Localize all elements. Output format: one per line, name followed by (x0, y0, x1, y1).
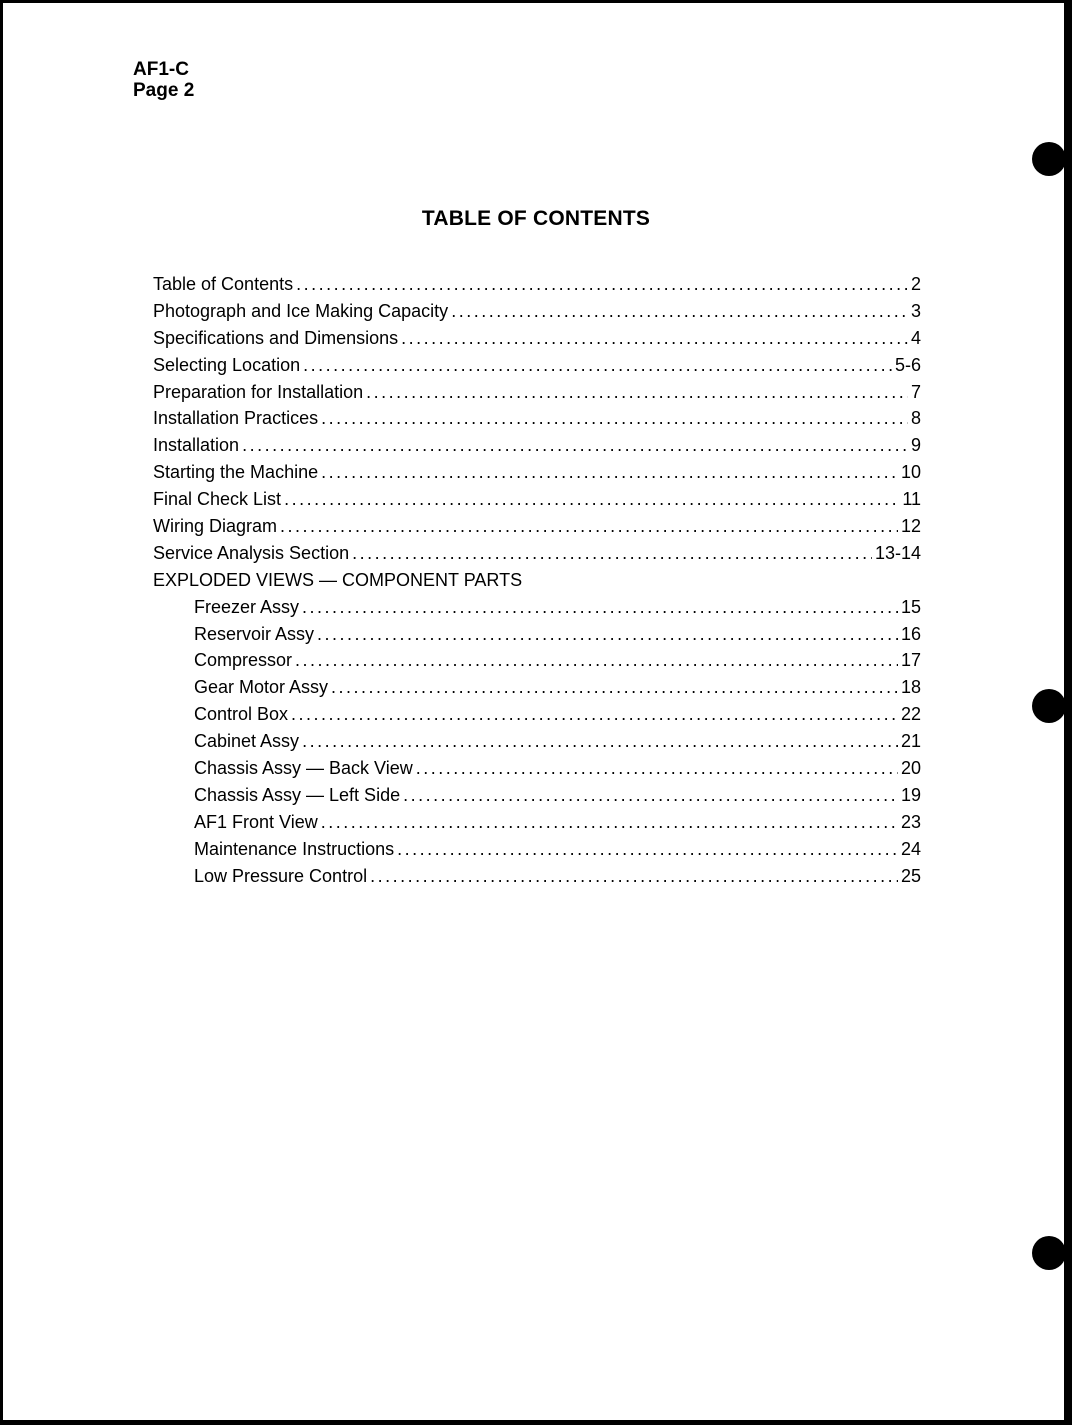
toc-entry-page: 10 (900, 462, 921, 483)
dot-leader (401, 325, 908, 352)
toc-entry-page: 22 (900, 704, 921, 725)
toc-entry (153, 782, 921, 809)
dot-leader (303, 352, 892, 379)
toc-entry-label: Starting the Machine (153, 462, 319, 483)
toc-entry-label: Specifications and Dimensions (153, 327, 399, 348)
toc-entry-page: 24 (900, 838, 921, 859)
toc-entry-page: 16 (900, 623, 921, 644)
toc-entry (153, 674, 921, 701)
dot-leader (296, 271, 908, 298)
toc-entry (153, 594, 921, 621)
dot-leader (317, 621, 898, 648)
toc-entry (153, 513, 921, 540)
dot-leader (352, 540, 872, 567)
dot-leader (295, 647, 898, 674)
toc-entry-page: 13-14 (874, 542, 921, 563)
toc-entry-page: 7 (910, 381, 921, 402)
toc-entry-label: Selecting Location (153, 354, 301, 375)
toc-entry-label: Maintenance Instructions (194, 838, 395, 859)
toc-entry (153, 486, 921, 513)
toc-entry-page: 17 (900, 650, 921, 671)
toc-entry-page: 8 (910, 408, 921, 429)
toc-entry-page: 2 (910, 274, 921, 294)
toc-entry-label: Installation (153, 435, 240, 456)
toc-entry (153, 298, 921, 325)
dot-leader (416, 755, 898, 782)
toc-entry (153, 728, 921, 755)
toc-entry-label: Photograph and Ice Making Capacity (153, 300, 449, 321)
toc-entry (153, 432, 921, 459)
toc-entry-label: Chassis Assy — Back View (194, 758, 413, 779)
toc-entry-page: 12 (900, 516, 921, 537)
dot-leader (321, 459, 898, 486)
toc-main-list (153, 271, 921, 567)
toc-entry-label: Table of Contents (153, 274, 294, 294)
toc-entry-page: 3 (910, 300, 921, 321)
dot-leader (302, 728, 898, 755)
toc-entry-page: 20 (900, 758, 921, 779)
toc-entry (153, 621, 921, 648)
toc-entry-label: Preparation for Installation (153, 381, 364, 402)
toc-entry-page: 5-6 (894, 354, 921, 375)
toc-entry-page: 4 (910, 327, 921, 348)
toc-entry-page: 21 (900, 731, 921, 752)
exploded-views-heading: EXPLODED VIEWS — COMPONENT PARTS (153, 569, 523, 590)
dot-leader (451, 298, 908, 325)
toc-entry-label: Wiring Diagram (153, 516, 278, 537)
toc-entry-page: 19 (900, 784, 921, 805)
toc-entry-label: Control Box (194, 704, 289, 725)
toc-entry-page: 15 (900, 596, 921, 617)
page-header (133, 59, 194, 101)
toc-entry-page: 18 (900, 677, 921, 698)
dot-leader (331, 674, 898, 701)
toc-entry (153, 809, 921, 836)
toc-entry-label: Freezer Assy (194, 596, 300, 617)
toc-exploded-list (153, 594, 921, 890)
toc-entry (153, 836, 921, 863)
dot-leader (321, 809, 898, 836)
toc-entry (153, 405, 921, 432)
toc-entry (153, 271, 921, 298)
dot-leader (403, 782, 898, 809)
toc-entry (153, 325, 921, 352)
dot-leader (397, 836, 898, 863)
page-title: TABLE OF CONTENTS (421, 207, 651, 230)
toc-entry-label: Cabinet Assy (194, 731, 300, 752)
toc-entry-label: Low Pressure Control (194, 865, 368, 886)
toc-entry-label: Installation Practices (153, 408, 319, 429)
toc-entry-page: 25 (900, 865, 921, 886)
dot-leader (302, 594, 898, 621)
toc-entry (153, 459, 921, 486)
toc-entry-label: Compressor (194, 650, 293, 671)
document-code: AF1-C (133, 59, 189, 80)
dot-leader (321, 405, 908, 432)
toc-entry-label: AF1 Front View (194, 811, 318, 832)
toc-entry-page: 11 (902, 489, 921, 510)
page-number: Page 2 (133, 80, 195, 101)
binder-hole-top (1032, 142, 1066, 176)
toc-entry (153, 379, 921, 406)
toc-entry (153, 540, 921, 567)
dot-leader (242, 432, 908, 459)
toc-entry-label: Chassis Assy — Left Side (194, 784, 401, 805)
toc-entry-page: 9 (910, 435, 921, 456)
toc-entry-page: 23 (900, 811, 921, 832)
toc-entry (153, 755, 921, 782)
binder-hole-bottom (1032, 1236, 1066, 1270)
dot-leader (366, 379, 908, 406)
dot-leader (370, 863, 898, 890)
toc-entry (153, 863, 921, 890)
toc-entry-label: Gear Motor Assy (194, 677, 329, 698)
binder-hole-middle (1032, 689, 1066, 723)
toc-entry (153, 647, 921, 674)
dot-leader (284, 486, 899, 513)
toc-entry-label: Final Check List (153, 489, 282, 510)
dot-leader (280, 513, 898, 540)
table-of-contents (153, 271, 921, 889)
toc-entry-label: Service Analysis Section (153, 542, 350, 563)
dot-leader (291, 701, 898, 728)
toc-entry (153, 701, 921, 728)
toc-entry-label: Reservoir Assy (194, 623, 315, 644)
toc-entry (153, 352, 921, 379)
